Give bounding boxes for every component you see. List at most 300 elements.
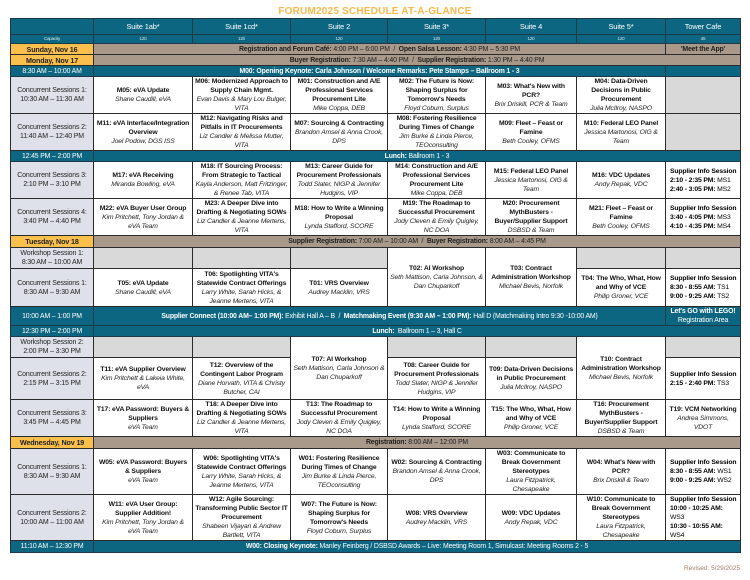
banner-text: 8:00 AM – 12:00 PM <box>406 439 469 446</box>
label-line: 8:30 AM – 9:30 AM <box>23 288 81 296</box>
column-header: Suite 2 <box>291 19 388 35</box>
plenary-row <box>11 307 741 326</box>
session-speaker: Jim Burke & Linda Pierce, TEOconsulting <box>301 472 377 489</box>
session-cell[interactable] <box>94 400 193 437</box>
session-cell[interactable] <box>193 449 291 495</box>
session-cell[interactable] <box>193 269 291 307</box>
info-line <box>670 522 738 540</box>
session-cell[interactable] <box>94 199 193 236</box>
info-code: WS4 <box>670 532 685 539</box>
label-line: Sunday, Nov 16 <box>26 44 78 54</box>
banner-segment <box>399 46 520 53</box>
capacity-value: 120 <box>486 35 577 44</box>
session-title: T10: Contract Administration Workshop <box>581 355 661 372</box>
session-speaker: Brandon Amsel & Anna Crook, DPS <box>392 468 481 484</box>
banner-bold: Lunch: <box>372 327 395 335</box>
info-time: 2:10 - 2:35 PM: <box>670 176 716 184</box>
session-title: M21: Fleet – Feast or Famine <box>588 204 654 221</box>
session-row <box>11 114 741 151</box>
session-speaker: Andy Repak, VDC <box>504 518 558 526</box>
event-banner <box>94 44 666 55</box>
session-speaker: Mike Coppa, DEB <box>313 105 365 112</box>
session-cell[interactable] <box>193 162 291 199</box>
session-row <box>11 449 741 495</box>
session-cell[interactable] <box>291 449 388 495</box>
session-title: W12: Agile Sourcing: Transforming Public Sector IT Procurement <box>195 496 288 521</box>
time-slot-label <box>11 199 94 236</box>
session-title: M08: Fostering Resilience During Times of Change <box>396 115 477 131</box>
session-title: T04: The Who, What, How and Why of VCE <box>581 275 661 291</box>
session-speaker: Evan Davis & Mary Lou Bulger, VITA <box>196 96 287 112</box>
session-cell[interactable] <box>577 400 666 437</box>
banner-segment <box>668 316 738 325</box>
banner-segment <box>366 439 468 446</box>
banner-bold: Registration and Forum Café: <box>238 45 332 53</box>
info-time: 10:00 - 10:25 AM: <box>670 505 723 512</box>
session-speaker: DSBSD & Team <box>507 227 555 234</box>
session-cell[interactable] <box>666 400 741 437</box>
info-title: Supplier Info Session <box>670 275 737 282</box>
session-title: T08: Career Guide for Procurement Professionals <box>394 361 479 378</box>
banner-bold: W00: Closing Keynote: <box>245 543 318 550</box>
session-title: T15: The Who, What, How and Why of VCE <box>491 405 571 422</box>
session-title: M13: Career Guide for Procurement Professionals <box>296 163 382 179</box>
label-line: Wednesday, Nov 19 <box>19 438 85 447</box>
session-speaker: Brandon Amsel & Anna Crook, DPS <box>294 128 383 145</box>
session-cell[interactable] <box>486 77 577 114</box>
event-banner <box>94 307 666 326</box>
session-cell[interactable] <box>577 77 666 114</box>
info-code: TS3 <box>715 379 729 387</box>
time-slot-label <box>11 541 94 553</box>
session-cell[interactable] <box>577 199 666 236</box>
session-speaker: Larry White, Sarah Hicks, & Jeanne Mertens, VITA <box>201 472 282 489</box>
session-cell[interactable] <box>193 77 291 114</box>
session-speaker: Shane Caudill, eVA <box>115 96 171 103</box>
column-header-row <box>11 19 741 35</box>
banner-text: 4:30 PM – 5:30 PM <box>461 45 521 53</box>
supplier-info-session[interactable] <box>666 199 741 236</box>
day-row <box>11 55 741 66</box>
banner-bold: Matchmaking Event (9:30 AM – 1:00 PM): <box>343 312 472 320</box>
day-row <box>11 437 741 449</box>
time-slot-label <box>11 269 94 307</box>
banner-segment <box>385 153 450 160</box>
info-time: 9:00 - 9:25 AM: <box>670 293 716 300</box>
banner-bold: M00: Opening Keynote: Carla Johnson / Welcome Remarks: Pete Stamps – Ballroom 1 - 3 <box>239 67 520 75</box>
session-title: W11: eVA User Group: Supplier Addition! <box>108 500 178 517</box>
session-cell[interactable] <box>193 358 291 400</box>
banner-segment <box>246 543 588 550</box>
session-title: W10: Communicate to Break Government Stereotypes <box>586 496 656 521</box>
column-header: Tower Cafe <box>666 19 741 35</box>
empty-slot <box>193 248 291 269</box>
session-cell[interactable] <box>94 358 193 400</box>
session-row <box>11 162 741 199</box>
session-speaker: Diane Horvath, VITA & Christy Butcher, CAI <box>198 379 285 396</box>
session-title: M20: Procurement MythBusters - Buyer/Supplier Support <box>494 200 568 225</box>
capacity-value: 120 <box>291 35 388 44</box>
label-line: 2:00 PM – 3:30 PM <box>23 348 81 355</box>
session-title: T18: A Deeper Dive into Drafting & Negotiating SOWs <box>196 401 287 417</box>
info-code: WS3 <box>670 514 685 521</box>
session-cell[interactable] <box>94 269 193 307</box>
session-speaker: Todd Slater, NIGP & Jennifer Hudgins, VIP <box>297 181 381 197</box>
session-cell[interactable] <box>388 449 486 495</box>
session-title: T16: Procurement MythBusters - Buyer/Supplier Support <box>584 401 658 426</box>
info-line <box>670 467 738 476</box>
plenary-row <box>11 151 741 162</box>
session-title: M10: Federal LEO Panel <box>583 119 659 127</box>
session-cell[interactable] <box>486 495 577 541</box>
day-label <box>11 437 94 449</box>
label-line: 2:15 PM – 3:15 PM <box>23 379 81 387</box>
session-title: T13: The Roadmap to Successful Procurement <box>300 401 378 417</box>
plenary-row <box>11 66 741 77</box>
label-line: 8:30 AM – 9:30 AM <box>23 472 81 480</box>
event-banner <box>94 151 741 162</box>
session-speaker: Larry White, Sarah Hicks, & Jeanne Mertens, VITA <box>201 288 282 305</box>
session-cell[interactable] <box>486 114 577 151</box>
session-title: W06: Spotlighting VITA's Statewide Contract Offerings <box>196 454 287 471</box>
session-title: W04: What's New with PCR? <box>586 459 656 475</box>
day-row <box>11 44 741 55</box>
session-cell[interactable] <box>94 449 193 495</box>
capacity-value: 120 <box>577 35 666 44</box>
session-cell[interactable] <box>388 77 486 114</box>
info-line <box>670 185 738 194</box>
banner-text: 1:30 PM – 4:40 PM <box>486 56 545 64</box>
schedule-table <box>10 18 741 553</box>
info-code: WS1 <box>715 468 732 475</box>
event-banner <box>94 66 666 77</box>
empty-slot <box>94 248 193 269</box>
session-title: M22: eVA Buyer User Group <box>99 204 187 212</box>
session-cell[interactable] <box>486 162 577 199</box>
supplier-info-session[interactable] <box>666 358 741 400</box>
time-slot-label <box>11 162 94 199</box>
session-cell[interactable] <box>388 358 486 400</box>
session-speaker: Jody Cleven & Emily Quigley, NC DOA <box>394 218 479 234</box>
supplier-info-session[interactable] <box>666 495 741 541</box>
banner-segment <box>372 328 461 335</box>
session-speaker: Laura Fitzpatrick, Chesapeake <box>596 523 646 539</box>
session-title: M07: Sourcing & Contracting <box>294 119 384 127</box>
label-line: Concurrent Sessions 4: <box>17 209 87 216</box>
session-speaker: Liz Candler & Melissa Mutter, VITA <box>199 133 284 149</box>
event-banner <box>94 326 741 337</box>
session-row <box>11 77 741 114</box>
banner-segment <box>290 57 418 64</box>
event-banner <box>94 55 741 66</box>
info-line <box>670 292 738 301</box>
session-speaker: Philip Groner, VCE <box>593 293 649 300</box>
empty-slot <box>388 337 486 358</box>
session-row <box>11 495 741 541</box>
banner-segment <box>288 238 427 245</box>
banner-segment <box>240 68 520 75</box>
session-speaker: Shabeen Vijayan & Andrew Bartlett, VITA <box>202 523 281 539</box>
time-slot-label <box>11 495 94 541</box>
label-line: Concurrent Sessions 3: <box>17 410 87 417</box>
session-speaker: Julia McIlroy, NASPO <box>500 384 562 391</box>
session-title: M12: Navigating Risks and Pitfalls in IT Procurements <box>200 115 283 131</box>
banner-text: Hall D (Matchmaking Intro 9:30 -10:00 AM) <box>471 312 598 320</box>
column-header: Suite 3* <box>388 19 486 35</box>
event-banner <box>666 44 741 55</box>
session-speaker: Miranda Bowling, eVA <box>111 181 175 188</box>
banner-bold: Supplier Registration: <box>288 238 357 245</box>
session-speaker: Seth Mattison, Carla Johnson & Dan Chuparkoff <box>293 364 385 381</box>
session-speaker: Liz Candler & Jeanne Mertens, VITA <box>197 419 286 435</box>
session-cell[interactable] <box>577 449 666 495</box>
session-title: W09: VDC Updates <box>501 509 561 517</box>
banner-text: 7:00 AM – 10:00 AM / <box>356 238 427 245</box>
plenary-row <box>11 326 741 337</box>
session-speaker: Laura Fitzpatrick, Chesapeake <box>506 477 556 493</box>
info-line <box>670 283 738 292</box>
time-slot-label <box>11 449 94 495</box>
session-title: M19: The Roadmap to Successful Procurement <box>398 200 475 216</box>
time-slot-label <box>11 248 94 269</box>
session-cell[interactable] <box>388 199 486 236</box>
session-speaker: Joel Podow, DGS ISS <box>111 137 175 145</box>
session-title: T06: Spotlighting VITA's Statewide Contract Offerings <box>196 270 287 287</box>
banner-segment <box>344 313 598 320</box>
info-time: 10:30 - 10:55 AM: <box>670 523 723 530</box>
session-speaker: Kim Pritchett & Lakeia White, eVA <box>101 375 185 391</box>
info-title: Supplier Info Session <box>670 167 737 175</box>
label-line: Concurrent Sessions 2: <box>17 370 87 378</box>
session-title: T02: AI Workshop <box>408 264 464 272</box>
session-cell[interactable] <box>94 162 193 199</box>
session-title: M02: The Future is Now: Shaping Surplus for Tomorrow's Needs <box>398 78 475 103</box>
session-cell[interactable] <box>193 199 291 236</box>
time-slot-label <box>11 77 94 114</box>
session-cell[interactable] <box>577 162 666 199</box>
banner-text: 4:00 PM – 6:00 PM / <box>331 45 399 53</box>
session-title: M04: Data-Driven Decisions in Public Procurement <box>591 78 651 103</box>
session-cell[interactable] <box>486 358 577 400</box>
label-line: Tuesday, Nov 18 <box>25 237 79 246</box>
session-title: M16: VDC Updates <box>591 172 651 179</box>
session-cell[interactable] <box>193 114 291 151</box>
session-speaker: Liz Candler & Jeanne Mertens, VITA <box>197 218 286 234</box>
session-cell[interactable] <box>388 162 486 199</box>
session-speaker: Michael Bevis, Norfolk <box>499 282 563 290</box>
session-speaker: Jim Burke & Linda Pierce, TEOconsulting <box>399 133 474 149</box>
banner-text: 8:00 AM – 4:45 PM <box>487 238 546 245</box>
session-cell[interactable] <box>291 269 388 307</box>
session-row <box>11 337 741 358</box>
label-line: Concurrent Sessions 2: <box>17 509 87 517</box>
time-slot-label <box>11 114 94 151</box>
banner-bold: Buyer Registration: <box>426 238 488 245</box>
label-line: 10:00 AM – 1:00 PM <box>22 312 82 320</box>
session-cell[interactable] <box>94 495 193 541</box>
session-title: M17: eVA Receiving <box>112 172 174 179</box>
supplier-info-session[interactable] <box>666 449 741 495</box>
label-line: 8:30 AM – 10:00 AM <box>21 259 83 266</box>
session-speaker: Philip Groner, VCE <box>503 423 559 431</box>
session-cell[interactable] <box>388 248 486 307</box>
banner-segment <box>417 57 544 64</box>
session-cell[interactable] <box>388 495 486 541</box>
session-cell[interactable] <box>577 269 666 307</box>
session-speaker: Beth Cooley, OFMS <box>592 222 650 230</box>
empty-slot <box>666 248 741 269</box>
info-time: 2:40 - 3:05 PM: <box>670 185 716 193</box>
session-cell[interactable] <box>577 337 666 400</box>
session-cell[interactable] <box>486 248 577 307</box>
info-code: MS3 <box>715 213 731 221</box>
session-title: T14: How to Write a Winning Proposal <box>392 405 481 422</box>
session-cell[interactable] <box>291 77 388 114</box>
info-code: MS2 <box>715 185 731 193</box>
session-speaker: Jessica Martonosi, OIG & Team <box>494 176 568 193</box>
session-title: M14: Construction and A/E Professional Services Procurement Lite <box>395 163 478 188</box>
session-cell[interactable] <box>94 114 193 151</box>
session-cell[interactable] <box>577 114 666 151</box>
session-title: M18: How to Write a Winning Proposal <box>294 204 384 221</box>
label-line: 11:40 AM – 12:40 PM <box>20 133 84 140</box>
label-line: Workshop Session 2: <box>20 339 84 346</box>
empty-slot <box>193 337 291 358</box>
session-cell[interactable] <box>486 400 577 437</box>
session-cell[interactable] <box>388 114 486 151</box>
empty-slot <box>666 337 741 358</box>
session-speaker: Audrey Macklin, VRS <box>308 288 370 296</box>
label-line: Concurrent Sessions 3: <box>17 172 87 179</box>
session-speaker: Andrea Simmons, VDOT <box>677 414 729 431</box>
banner-segment <box>668 307 738 316</box>
session-cell[interactable] <box>291 162 388 199</box>
capacity-value: 120 <box>388 35 486 44</box>
session-speaker: Andy Repak, VDC <box>594 181 648 188</box>
session-cell[interactable] <box>486 449 577 495</box>
session-cell[interactable] <box>291 114 388 151</box>
session-title: T11: eVA Supplier Overview <box>100 366 186 373</box>
banner-text: Registration Area <box>677 317 729 324</box>
session-cell[interactable] <box>94 77 193 114</box>
column-header: Suite 1cd* <box>193 19 291 35</box>
session-cell[interactable] <box>388 400 486 437</box>
info-time: 9:00 - 9:25 AM: <box>670 477 716 484</box>
session-title: M09: Fleet – Feast or Famine <box>498 119 564 136</box>
label-line: 8:30 AM – 10:00 AM <box>22 67 82 75</box>
session-speaker: eVA Team <box>128 477 158 484</box>
event-banner <box>666 66 741 77</box>
time-slot-label <box>11 326 94 337</box>
day-row <box>11 236 741 248</box>
session-title: M06: Modernized Approach to Supply Chain Mgmt. <box>195 78 288 94</box>
session-cell[interactable] <box>291 400 388 437</box>
info-line <box>670 213 738 222</box>
capacity-value: 120 <box>94 35 193 44</box>
session-row <box>11 248 741 269</box>
session-title: W05: eVA Password: Buyers & Suppliers <box>98 459 188 475</box>
session-row <box>11 199 741 236</box>
session-speaker: Floyd Coburn, Surplus <box>404 105 469 112</box>
label-line: 12:30 PM – 2:00 PM <box>21 327 83 335</box>
day-label <box>11 44 94 55</box>
session-speaker: Beth Cooley, OFMS <box>502 137 560 145</box>
label-line: Concurrent Sessions 1: <box>17 87 87 94</box>
time-slot-label <box>11 307 94 326</box>
session-title: M11: eVA Interface/Integration Overview <box>96 119 190 136</box>
session-speaker: Seth Mattison, Carla Johnson, & Dan Chuparkoff <box>390 273 483 290</box>
session-title: W02: Sourcing & Contracting <box>391 459 482 466</box>
empty-slot <box>666 77 741 114</box>
column-header: Suite 5* <box>577 19 666 35</box>
time-slot-label <box>11 358 94 400</box>
info-code: MS1 <box>715 176 731 184</box>
banner-bold: Supplier Registration: <box>417 56 487 64</box>
session-cell[interactable] <box>291 199 388 236</box>
info-code: TS2 <box>715 293 730 300</box>
capacity-row <box>11 35 741 44</box>
info-time: 2:15 - 2:40 PM: <box>670 379 716 387</box>
session-cell[interactable] <box>577 495 666 541</box>
banner-bold: Supplier Connect (10:00 AM– 1:00 PM): <box>161 312 284 320</box>
session-cell[interactable] <box>291 495 388 541</box>
session-speaker: Lynda Stafford, SCORE <box>304 222 374 230</box>
session-speaker: Jessica Martonosi, OIG & Team <box>584 128 658 145</box>
session-cell[interactable] <box>193 400 291 437</box>
empty-slot <box>486 337 577 358</box>
session-speaker: Lynda Stafford, SCORE <box>402 423 471 431</box>
info-code: MS4 <box>715 222 731 230</box>
session-cell[interactable] <box>486 199 577 236</box>
banner-bold: Open Salsa Lesson: <box>398 45 462 53</box>
info-time: 3:40 - 4:05 PM: <box>670 213 716 221</box>
session-speaker: Shane Caudill, eVA <box>115 288 171 296</box>
info-title: Supplier Info Session <box>670 204 737 212</box>
banner-bold: Buyer Registration: <box>289 56 351 64</box>
label-line: Concurrent Sessions 1: <box>17 279 87 287</box>
session-speaker: Kim Pritchett, Tony Jordan & eVA Team <box>102 213 184 230</box>
banner-text: Exhibit Hall A – B / <box>283 312 344 320</box>
banner-text: Ballroom 1 – 3, Hall C <box>394 327 462 335</box>
info-code: WS2 <box>715 477 732 484</box>
session-cell[interactable] <box>291 337 388 400</box>
session-speaker: DSBSD & Team <box>597 428 645 435</box>
session-speaker: Todd Slater, NIGP & Jennifer Hudgins, VIP <box>395 379 478 396</box>
session-cell[interactable] <box>193 495 291 541</box>
session-title: T09: Data-Driven Decisions in Public Procurement <box>488 366 574 382</box>
banner-segment <box>239 46 399 53</box>
session-title: M03: What's New with PCR? <box>497 82 565 99</box>
session-title: T17: eVA Password: Buyers & Suppliers <box>96 405 190 422</box>
corner-cell <box>11 19 94 35</box>
session-speaker: eVA Team <box>128 423 158 431</box>
label-line: 2:10 PM – 3:10 PM <box>23 181 81 188</box>
session-title: W08: VRS Overview <box>405 509 468 517</box>
revised-date: Revised: 5/29/2025 <box>683 565 740 572</box>
banner-bold: Let's GO with LEGO! <box>670 308 736 315</box>
session-speaker: Brix Driskill, PCR & Team <box>494 100 568 108</box>
supplier-info-session[interactable] <box>666 269 741 307</box>
session-title: M23: A Deeper Dive into Drafting & Negotiating SOWs <box>196 200 287 216</box>
label-line: 11:10 AM – 12:30 PM <box>20 543 84 550</box>
time-slot-label <box>11 337 94 358</box>
event-banner <box>94 236 741 248</box>
empty-slot <box>291 248 388 269</box>
supplier-info-session[interactable] <box>666 162 741 199</box>
session-title: T19: VCM Networking <box>669 405 737 413</box>
session-title: T01: VRS Overview <box>309 279 369 287</box>
session-title: T05: eVA Update <box>117 279 169 287</box>
